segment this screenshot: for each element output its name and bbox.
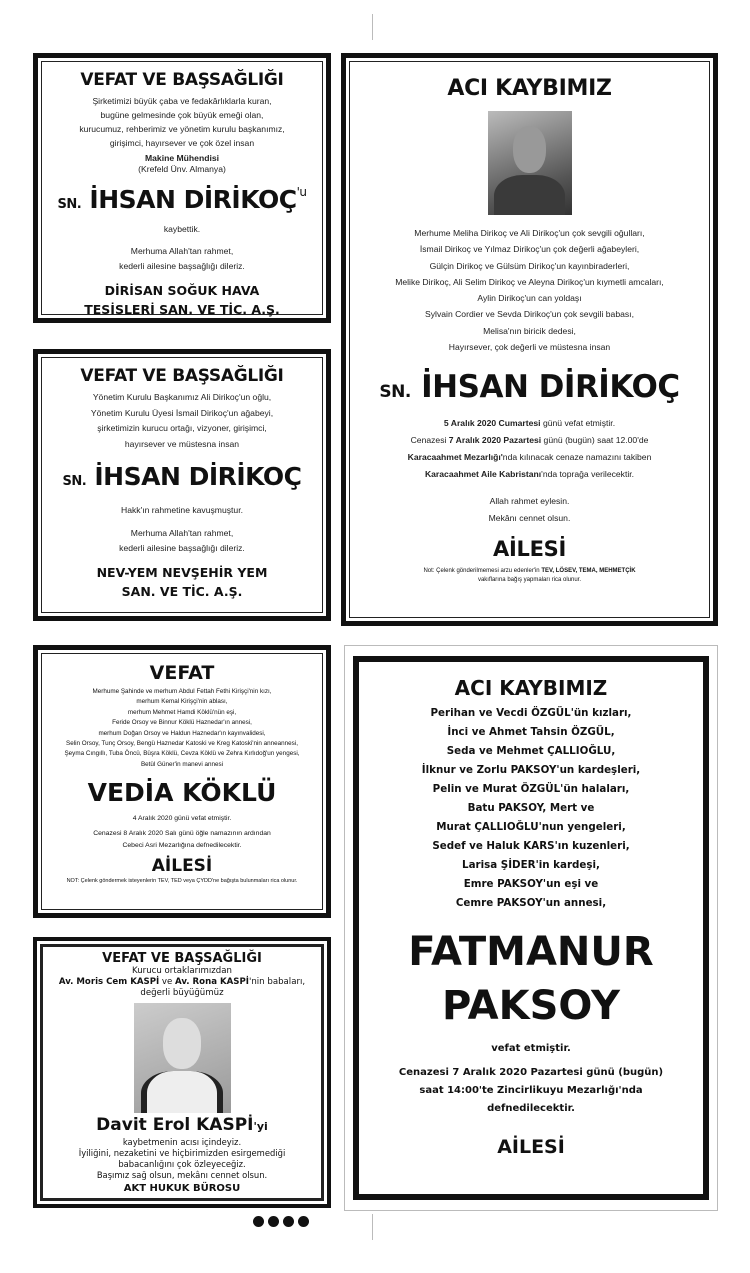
text-line: Cemre PAKSOY'un annesi,: [455, 897, 607, 909]
firm-name: AKT HUKUK BÜROSU: [123, 1183, 241, 1194]
person-name: Av. Moris Cem KASPİ: [58, 977, 160, 987]
text-line: hayırsever ve müstesna insan: [124, 438, 240, 449]
text-line: Selin Orsoy, Tunç Orsoy, Bengü Haznedar Katoski ve Kreg Katoski'nin anneannesi,: [66, 740, 298, 748]
notice-title: VEFAT VE BAŞSAĞLIĞI: [80, 70, 284, 90]
deceased-name: İHSAN DİRİKOÇ: [421, 369, 680, 406]
deceased-name: İHSAN DİRİKOÇ: [94, 462, 302, 491]
text: Cenazesi: [410, 435, 449, 446]
note-foundations: TEV, LÖSEV, TEMA, MEHMETÇİK: [541, 568, 636, 575]
text-line: Emre PAKSOY'un eşi ve: [463, 878, 599, 890]
firm-name: DİRİSAN SOĞUK HAVA: [104, 282, 260, 298]
text-line: 4 Aralık 2020 günü vefat etmiştir.: [132, 815, 232, 823]
signature: AİLESİ: [493, 537, 566, 562]
text-line: İlknur ve Zorlu PAKSOY'un kardeşleri,: [421, 764, 641, 776]
prefix: SN.: [57, 197, 82, 212]
text-line: Merhume Şahinde ve merhum Abdul Fettah Fethi Kirişçi'nin kızı,: [92, 688, 272, 695]
suffix: 'u: [296, 185, 307, 199]
profession: Makine Mühendisi: [144, 153, 219, 163]
text: günü vefat etmiştir.: [540, 418, 616, 429]
text-line: değerli büyüğümüz: [140, 988, 224, 998]
text-line: kaybetmenin acısı içindeyiz.: [122, 1137, 242, 1147]
deceased-last-name: PAKSOY: [442, 983, 620, 1029]
deceased-name: VEDİA KÖKLÜ: [87, 778, 277, 808]
funeral-date: 7 Aralık 2020 Pazartesi: [448, 435, 542, 446]
text-line: kederli ailesine başsağlığı dileriz.: [119, 261, 245, 271]
text-line: Merhume Meliha Dirikoç ve Ali Dirikoç'un çok sevgili oğulları,: [414, 228, 645, 238]
text-line: merhum Kemal Kirişçi'nin ablası,: [136, 698, 228, 706]
notice-vedia-koklu: [33, 645, 331, 918]
notice-title: ACI KAYBIMIZ: [454, 676, 608, 700]
portrait-photo: [488, 111, 572, 215]
text-line: kurucumuz, rehberimiz ve yönetim kurulu başkanımız,: [79, 124, 285, 134]
text-line: Cenazesi 8 Aralık 2020 Salı günü öğle namazının ardından: [93, 830, 271, 838]
mosque: Karacaahmet Mezarlığı': [407, 452, 503, 463]
prefix: SN.: [62, 474, 87, 489]
text: nda kılınacak cenaze namazını takiben: [502, 452, 652, 463]
notice-title: ACI KAYBIMIZ: [447, 76, 612, 101]
text-line: merhum Mehmet Hamdi Köklü'nün eşi,: [127, 708, 237, 716]
text-line: bugüne gelmesinde çok büyük emeği olan,: [100, 110, 264, 120]
text-line: Betül Güner'in manevi annesi: [140, 760, 224, 768]
school: (Krefeld Ünv. Almanya): [138, 164, 226, 174]
text-line: Feride Orsoy ve Binnur Köklü Haznedar'ın annesi,: [112, 719, 252, 727]
text-line: Kurucu ortaklarımızdan: [132, 966, 232, 976]
deceased-name: Davit Erol KASPİ: [96, 1115, 254, 1135]
text-line: Aylin Dirikoç'un can yoldaşı: [477, 293, 582, 304]
text-line: Sylvain Cordier ve Sevda Dirikoç'un çok sevgili babası,: [425, 309, 634, 320]
text-line: Hayırsever, çok değerli ve müstesna insan: [448, 342, 611, 353]
text-line: Hakk'ın rahmetine kavuşmuştur.: [120, 505, 243, 515]
suffix: 'yi: [253, 1120, 268, 1133]
text-line: Yönetim Kurulu Üyesi İsmail Dirikoç'un ağabeyi,: [90, 407, 274, 418]
text-line: defnedilecektir.: [487, 1103, 575, 1114]
notice-fatmanur-paksoy: [344, 645, 718, 1211]
text-line: İsmail Dirikoç ve Yılmaz Dirikoç'un çok değerli ağabeyleri,: [419, 244, 640, 255]
text-line: kaybettik.: [163, 224, 201, 234]
text-line: Cenazesi 7 Aralık 2020 Pazartesi günü (bugün): [398, 1067, 664, 1078]
page-dots: [253, 1214, 313, 1232]
notice-title: VEFAT: [149, 662, 215, 684]
deceased-name: İHSAN DİRİKOÇ: [89, 185, 297, 214]
text-line: Mekânı cennet olsun.: [488, 513, 571, 524]
text-line: Pelin ve Murat ÖZGÜL'ün halaları,: [432, 783, 630, 795]
notice-aci-kaybimiz-dirikoc: [341, 53, 718, 626]
firm-name: TESİSLERİ SAN. VE TİC. A.Ş.: [84, 301, 280, 317]
text-line: Melike Dirikoç, Ali Selim Dirikoç ve Aleyna Dirikoç'un kıymetli amcaları,: [395, 276, 664, 287]
note: vakıflarına bağış yapmaları rica olunur.: [477, 577, 582, 584]
text: 'nin babaları,: [248, 977, 306, 987]
crop-mark-bottom: [372, 1214, 373, 1240]
signature: AİLESİ: [151, 856, 213, 877]
text-line: Melisa'nın biricik dedesi,: [483, 325, 576, 336]
person-name: Av. Rona KASPİ: [175, 977, 249, 987]
text-line: Perihan ve Vecdi ÖZGÜL'ün kızları,: [430, 707, 632, 719]
text-line: Şirketimizi büyük çaba ve fedakârlıklarla kuran,: [92, 96, 272, 106]
cemetery: Karacaahmet Aile Kabristanı: [424, 469, 542, 480]
text-line: İnci ve Ahmet Tahsin ÖZGÜL,: [447, 726, 615, 738]
firm-name: NEV-YEM NEVŞEHİR YEM: [96, 564, 268, 580]
text-line: kederli ailesine başsağlığı dileriz.: [119, 543, 245, 553]
notice-title: VEFAT VE BAŞSAĞLIĞI: [102, 951, 262, 966]
text-line: merhum Doğan Orsoy ve Haldun Haznedar'ın kayınvalidesi,: [98, 729, 266, 737]
text-line: saat 14:00'te Zincirlikuyu Mezarlığı'nda: [419, 1085, 643, 1096]
text-line: Cebeci Asri Mezarlığına defnedilecektir.: [122, 842, 242, 850]
text-line: girişimci, hayırsever ve çok özel insan: [109, 138, 255, 148]
portrait-photo: [134, 1003, 231, 1113]
text-line: Seda ve Mehmet ÇALLIOĞLU,: [446, 745, 616, 757]
text-line: Batu PAKSOY, Mert ve: [467, 802, 595, 814]
text-line: babacanlığını çok özleyeceğiz.: [118, 1159, 246, 1169]
text-line: Yönetim Kurulu Başkanımız Ali Dirikoç'un oğlu,: [92, 392, 272, 402]
notice-nevyem: [33, 349, 331, 621]
death-date: 5 Aralık 2020 Cumartesi: [443, 418, 541, 429]
notice-dirisan: [33, 53, 331, 323]
text-line: Gülçin Dirikoç ve Gülsüm Dirikoç'un kayınbiraderleri,: [429, 260, 630, 271]
crop-mark-top: [372, 14, 373, 40]
signature: AİLESİ: [497, 1136, 565, 1158]
text-line: Şeyma Cıngıllı, Tuba Öncü, Büşra Köklü, Cevza Köklü ve Zehra Kırlıdoğ'un yengesi,: [64, 750, 300, 758]
text-line: Allah rahmet eylesin.: [489, 496, 570, 507]
note: Not: Çelenk gönderilmemesi arzu edenler'in: [423, 568, 542, 575]
text-line: şirketimizin kurucu ortağı, vizyoner, girişimci,: [97, 423, 267, 433]
text-line: Murat ÇALLIOĞLU'nun yengeleri,: [436, 821, 626, 833]
text-line: Merhuma Allah'tan rahmet,: [130, 527, 234, 538]
note: NOT: Çelenk göndermek isteyenlerin TEV, TED veya ÇYDD'ne bağışta bulunmaları rica olunur.: [66, 878, 298, 885]
text-line: Başımız sağ olsun, mekânı cennet olsun.: [96, 1170, 268, 1180]
text-line: vefat etmiştir.: [491, 1043, 571, 1054]
text: günü (bugün) saat 12.00'de: [541, 435, 649, 446]
text-line: Merhuma Allah'tan rahmet,: [130, 245, 234, 256]
notice-kaspi: [33, 937, 331, 1208]
deceased-first-name: FATMANUR: [408, 929, 654, 975]
text: ve: [159, 977, 176, 987]
text-line: İyiliğini, nezaketini ve hiçbirimizden esirgemediği: [78, 1148, 286, 1158]
firm-name: SAN. VE TİC. A.Ş.: [121, 583, 243, 599]
text-line: Larisa ŞİDER'in kardeşi,: [462, 859, 600, 871]
text: 'nda toprağa verilecektir.: [541, 469, 635, 480]
text-line: Sedef ve Haluk KARS'ın kuzenleri,: [432, 840, 630, 852]
notice-title: VEFAT VE BAŞSAĞLIĞI: [80, 366, 284, 386]
prefix: SN.: [379, 382, 411, 403]
